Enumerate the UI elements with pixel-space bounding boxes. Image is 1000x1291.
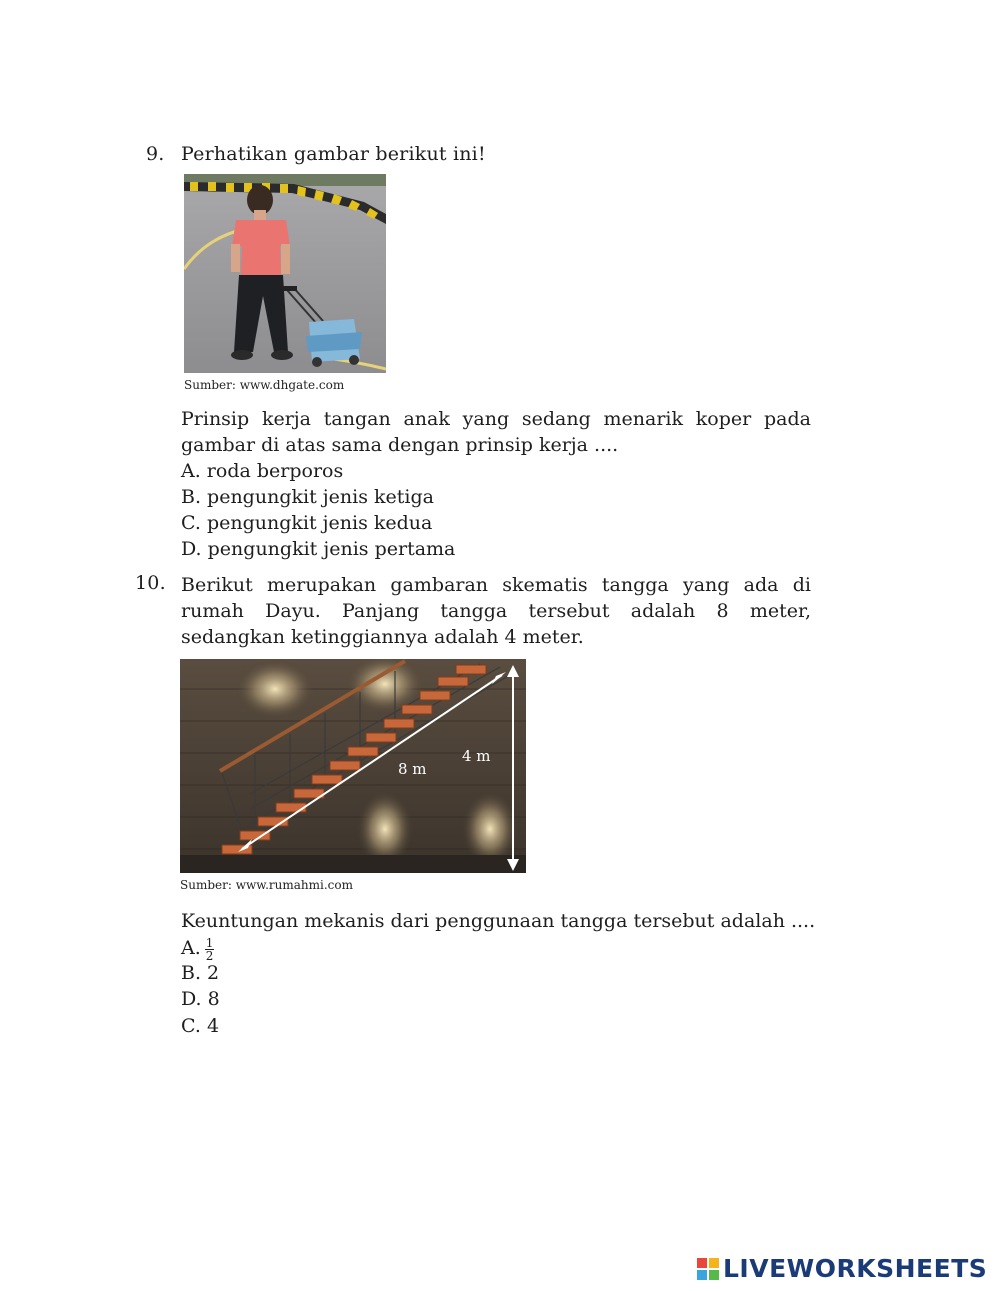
question-9-option-d[interactable]: D. pengungkit jenis pertama xyxy=(181,538,456,560)
liveworksheets-brand-text: LIVEWORKSHEETS xyxy=(723,1254,988,1283)
question-10-option-d[interactable]: D. 8 xyxy=(181,988,220,1010)
question-9-option-c[interactable]: C. pengungkit jenis kedua xyxy=(181,512,433,534)
question-9-number: 9. xyxy=(146,143,165,165)
liveworksheets-logo xyxy=(697,1254,987,1283)
staircase-diagram xyxy=(180,659,526,873)
question-10-option-a[interactable] xyxy=(181,935,214,962)
question-9-stem: Prinsip kerja tangan anak yang sedang menarik koper pada gambar di atas sama dengan prinsip kerja .... xyxy=(181,408,811,456)
option-a-letter: A. xyxy=(181,937,201,959)
stair-height-label: 4 m xyxy=(462,747,491,765)
question-10-question: Keuntungan mekanis dari penggunaan tangga tersebut adalah .... xyxy=(181,910,816,932)
question-9-intro: Perhatikan gambar berikut ini! xyxy=(181,143,486,165)
question-10-number: 10. xyxy=(135,572,166,594)
child-with-trolley-bag-photo xyxy=(184,174,386,373)
stair-length-label: 8 m xyxy=(398,760,427,778)
fraction-one-half xyxy=(205,937,215,962)
question-10-option-b[interactable]: B. 2 xyxy=(181,962,220,984)
question-9-option-b[interactable]: B. pengungkit jenis ketiga xyxy=(181,486,434,508)
question-10-stem: Berikut merupakan gambaran skematis tangga yang ada di rumah Dayu. Panjang tangga tersebut adalah 8 meter, sedangkan ketinggiannya adalah 4 meter. xyxy=(181,574,811,648)
question-9-option-a[interactable]: A. roda berporos xyxy=(181,460,344,482)
fraction-numerator: 1 xyxy=(205,935,214,950)
fraction-denominator: 2 xyxy=(205,948,214,963)
liveworksheets-logo-icon xyxy=(697,1258,719,1280)
question-10-image-source: Sumber: www.rumahmi.com xyxy=(180,878,353,892)
question-9-image-source: Sumber: www.dhgate.com xyxy=(184,378,345,392)
question-10-option-c[interactable]: C. 4 xyxy=(181,1015,220,1037)
